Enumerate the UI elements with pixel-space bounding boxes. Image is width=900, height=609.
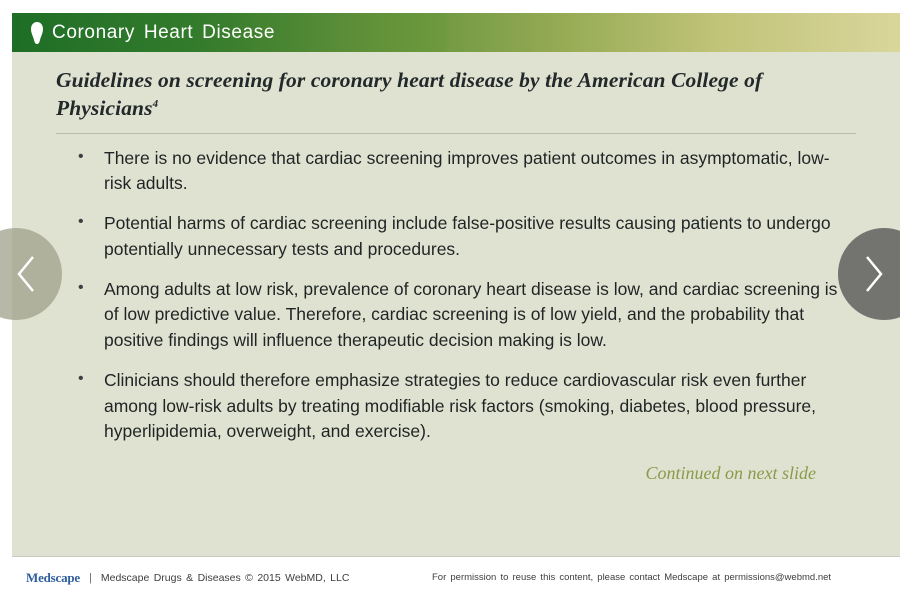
slide-content — [56, 66, 856, 484]
footer-separator: | — [89, 571, 92, 584]
pill-capsule-icon — [22, 21, 52, 45]
continued-note: Continued on next slide — [645, 462, 816, 483]
list-item: • There is no evidence that cardiac screening improves patient outcomes in asymptomatic, low-risk adults. — [72, 146, 846, 197]
bullet-list — [56, 146, 856, 445]
footer-permission-text: For permission to reuse this content, please contact Medscape at permissions@webmd.net — [432, 572, 832, 583]
list-item: • Clinicians should therefore emphasize strategies to reduce cardiovascular risk even further among low-risk adults by treating modifiable risk factors (smoking, diabetes, blood pressure, hyperlipidemia, overweight, and exercise). — [72, 368, 846, 445]
chevron-right-icon — [863, 254, 885, 294]
medscape-logo: Medscape — [26, 569, 80, 585]
slide-footer — [12, 556, 900, 598]
list-item: • Potential harms of cardiac screening include false-positive results causing patients to undergo potentially unnecessary tests and procedures. — [72, 211, 846, 262]
slide-heading — [56, 66, 856, 123]
chevron-left-icon — [15, 254, 37, 294]
slide-heading-text: Guidelines on screening for coronary heart disease by the American College of Physicians — [56, 68, 763, 121]
list-item: • Among adults at low risk, prevalence of coronary heart disease is low, and cardiac screening is of low predictive value. Therefore, cardiac screening is of low yield, and the probability that positive findings will influence therapeutic decision making is low. — [72, 277, 846, 354]
slide-heading-reference: 4 — [152, 98, 159, 111]
title-divider — [56, 133, 856, 134]
slide-header — [12, 13, 900, 52]
page-title: Coronary Heart Disease — [52, 21, 276, 43]
footer-credit: Medscape Drugs & Diseases © 2015 WebMD, LLC — [100, 571, 350, 584]
slide-body — [12, 52, 900, 556]
